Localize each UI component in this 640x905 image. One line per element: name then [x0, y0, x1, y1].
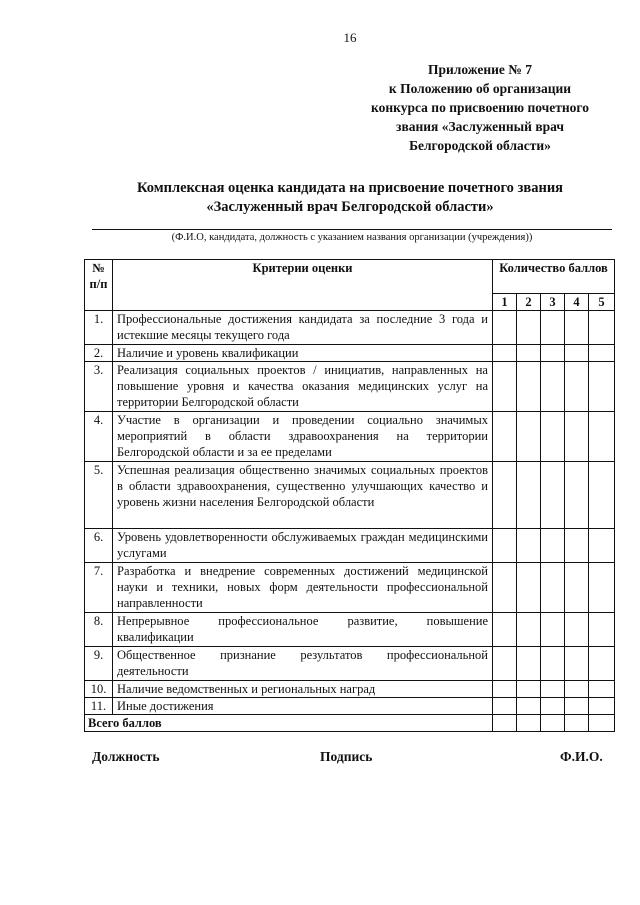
score-cell[interactable]	[541, 647, 565, 681]
score-cell[interactable]	[517, 311, 541, 345]
score-cell[interactable]	[517, 563, 541, 613]
row-num: 11.	[85, 698, 113, 715]
score-cell[interactable]	[565, 345, 589, 362]
score-cell[interactable]	[589, 681, 615, 698]
score-cell[interactable]	[517, 362, 541, 412]
score-cell[interactable]	[589, 529, 615, 563]
score-cell[interactable]	[493, 681, 517, 698]
score-cell[interactable]	[589, 345, 615, 362]
row-criterion: Иные достижения	[113, 698, 493, 715]
score-cell[interactable]	[589, 698, 615, 715]
score-cell[interactable]	[541, 698, 565, 715]
row-criterion: Наличие ведомственных и региональных наград	[113, 681, 493, 698]
fio-caption: (Ф.И.О, кандидата, должность с указанием названия организации (учреждения))	[171, 232, 533, 243]
total-label: Всего баллов	[85, 715, 493, 732]
row-num: 10.	[85, 681, 113, 698]
score-cell[interactable]	[589, 563, 615, 613]
header-criteria: Критерии оценки	[113, 260, 493, 311]
footer-position-label: Должность	[92, 749, 160, 764]
appendix-line: конкурса по присвоению почетного	[371, 100, 589, 115]
score-cell[interactable]	[541, 362, 565, 412]
score-cell[interactable]	[493, 362, 517, 412]
document-title	[80, 179, 620, 217]
score-col-3: 3	[541, 294, 565, 311]
appendix-line: к Положению об организации	[388, 81, 572, 96]
score-cell[interactable]	[541, 681, 565, 698]
score-col-2: 2	[517, 294, 541, 311]
table-row	[85, 698, 615, 715]
score-cell[interactable]	[517, 529, 541, 563]
row-num: 3.	[85, 362, 113, 412]
table-row	[85, 362, 615, 412]
criteria-table	[84, 259, 615, 732]
score-cell[interactable]	[517, 681, 541, 698]
score-cell[interactable]	[589, 311, 615, 345]
score-cell[interactable]	[541, 715, 565, 732]
score-cell[interactable]	[541, 311, 565, 345]
score-cell[interactable]	[493, 462, 517, 529]
score-cell[interactable]	[565, 362, 589, 412]
row-criterion: Непрерывное профессиональное развитие, повышение квалификации	[113, 613, 493, 647]
score-cell[interactable]	[517, 715, 541, 732]
row-criterion: Разработка и внедрение современных достижений медицинской науки и техники, новых форм деятельности профессиональной направленности	[113, 563, 493, 613]
score-cell[interactable]	[565, 681, 589, 698]
score-cell[interactable]	[541, 613, 565, 647]
score-cell[interactable]	[589, 362, 615, 412]
score-cell[interactable]	[493, 647, 517, 681]
score-cell[interactable]	[517, 613, 541, 647]
score-cell[interactable]	[565, 698, 589, 715]
row-criterion: Успешная реализация общественно значимых социальных проектов в области здравоохранения, существенно улучшающих качество и уровень жизни населения Белгородской области	[113, 462, 493, 529]
score-cell[interactable]	[589, 647, 615, 681]
score-cell[interactable]	[493, 529, 517, 563]
table-row	[85, 529, 615, 563]
title-line: «Заслуженный врач Белгородской области»	[206, 199, 494, 215]
table-row	[85, 412, 615, 462]
row-num: 6.	[85, 529, 113, 563]
title-line: Комплексная оценка кандидата на присвоение почетного звания	[136, 180, 564, 196]
score-cell[interactable]	[493, 563, 517, 613]
score-cell[interactable]	[565, 563, 589, 613]
appendix-line: Белгородской области»	[409, 138, 551, 153]
row-num: 2.	[85, 345, 113, 362]
row-criterion: Профессиональные достижения кандидата за последние 3 года и истекшие месяцы текущего года	[113, 311, 493, 345]
score-cell[interactable]	[565, 311, 589, 345]
score-cell[interactable]	[565, 462, 589, 529]
score-cell[interactable]	[517, 698, 541, 715]
row-criterion: Реализация социальных проектов / инициатив, направленных на повышение уровня и качества оказания медицинских услуг на территории Белгородской области	[113, 362, 493, 412]
row-num: 5.	[85, 462, 113, 529]
footer-fio-label: Ф.И.О.	[560, 749, 603, 764]
table-row	[85, 681, 615, 698]
score-cell[interactable]	[541, 563, 565, 613]
score-cell[interactable]	[565, 529, 589, 563]
row-criterion: Наличие и уровень квалификации	[113, 345, 493, 362]
appendix-header	[340, 60, 620, 155]
score-col-1: 1	[493, 294, 517, 311]
score-cell[interactable]	[589, 613, 615, 647]
row-criterion: Участие в организации и проведении социально значимых мероприятий в области здравоохранения на территории Белгородской области и за ее пределами	[113, 412, 493, 462]
score-cell[interactable]	[565, 647, 589, 681]
row-num: 9.	[85, 647, 113, 681]
table-row	[85, 462, 615, 529]
score-cell[interactable]	[565, 715, 589, 732]
appendix-line: Приложение № 7	[428, 62, 532, 77]
row-num: 4.	[85, 412, 113, 462]
header-num: № п/п	[85, 260, 113, 311]
score-col-4: 4	[565, 294, 589, 311]
table-row	[85, 613, 615, 647]
row-criterion: Уровень удовлетворенности обслуживаемых граждан медицинскими услугами	[113, 529, 493, 563]
score-cell[interactable]	[493, 412, 517, 462]
score-cell[interactable]	[541, 529, 565, 563]
row-num: 8.	[85, 613, 113, 647]
score-cell[interactable]	[493, 311, 517, 345]
score-cell[interactable]	[541, 345, 565, 362]
appendix-line: звания «Заслуженный врач	[396, 119, 564, 134]
fio-fill-line[interactable]	[92, 229, 612, 230]
score-cell[interactable]	[517, 345, 541, 362]
score-cell[interactable]	[565, 613, 589, 647]
score-cell[interactable]	[493, 698, 517, 715]
table-row-total	[85, 715, 615, 732]
score-cell[interactable]	[589, 412, 615, 462]
table-row	[85, 563, 615, 613]
table-row	[85, 345, 615, 362]
score-cell[interactable]	[493, 345, 517, 362]
score-cell[interactable]	[493, 613, 517, 647]
score-cell[interactable]	[517, 462, 541, 529]
row-num: 7.	[85, 563, 113, 613]
table-row	[85, 311, 615, 345]
page-number: 16	[343, 30, 357, 45]
score-cell[interactable]	[517, 647, 541, 681]
score-col-5: 5	[589, 294, 615, 311]
score-cell[interactable]	[541, 412, 565, 462]
table-row	[85, 647, 615, 681]
footer-signature-label: Подпись	[320, 749, 373, 764]
score-cell[interactable]	[517, 412, 541, 462]
score-cell[interactable]	[493, 715, 517, 732]
row-criterion: Общественное признание результатов профессиональной деятельности	[113, 647, 493, 681]
score-cell[interactable]	[589, 462, 615, 529]
row-num: 1.	[85, 311, 113, 345]
header-score: Количество баллов	[493, 260, 615, 294]
score-cell[interactable]	[541, 462, 565, 529]
score-cell[interactable]	[565, 412, 589, 462]
score-cell[interactable]	[589, 715, 615, 732]
